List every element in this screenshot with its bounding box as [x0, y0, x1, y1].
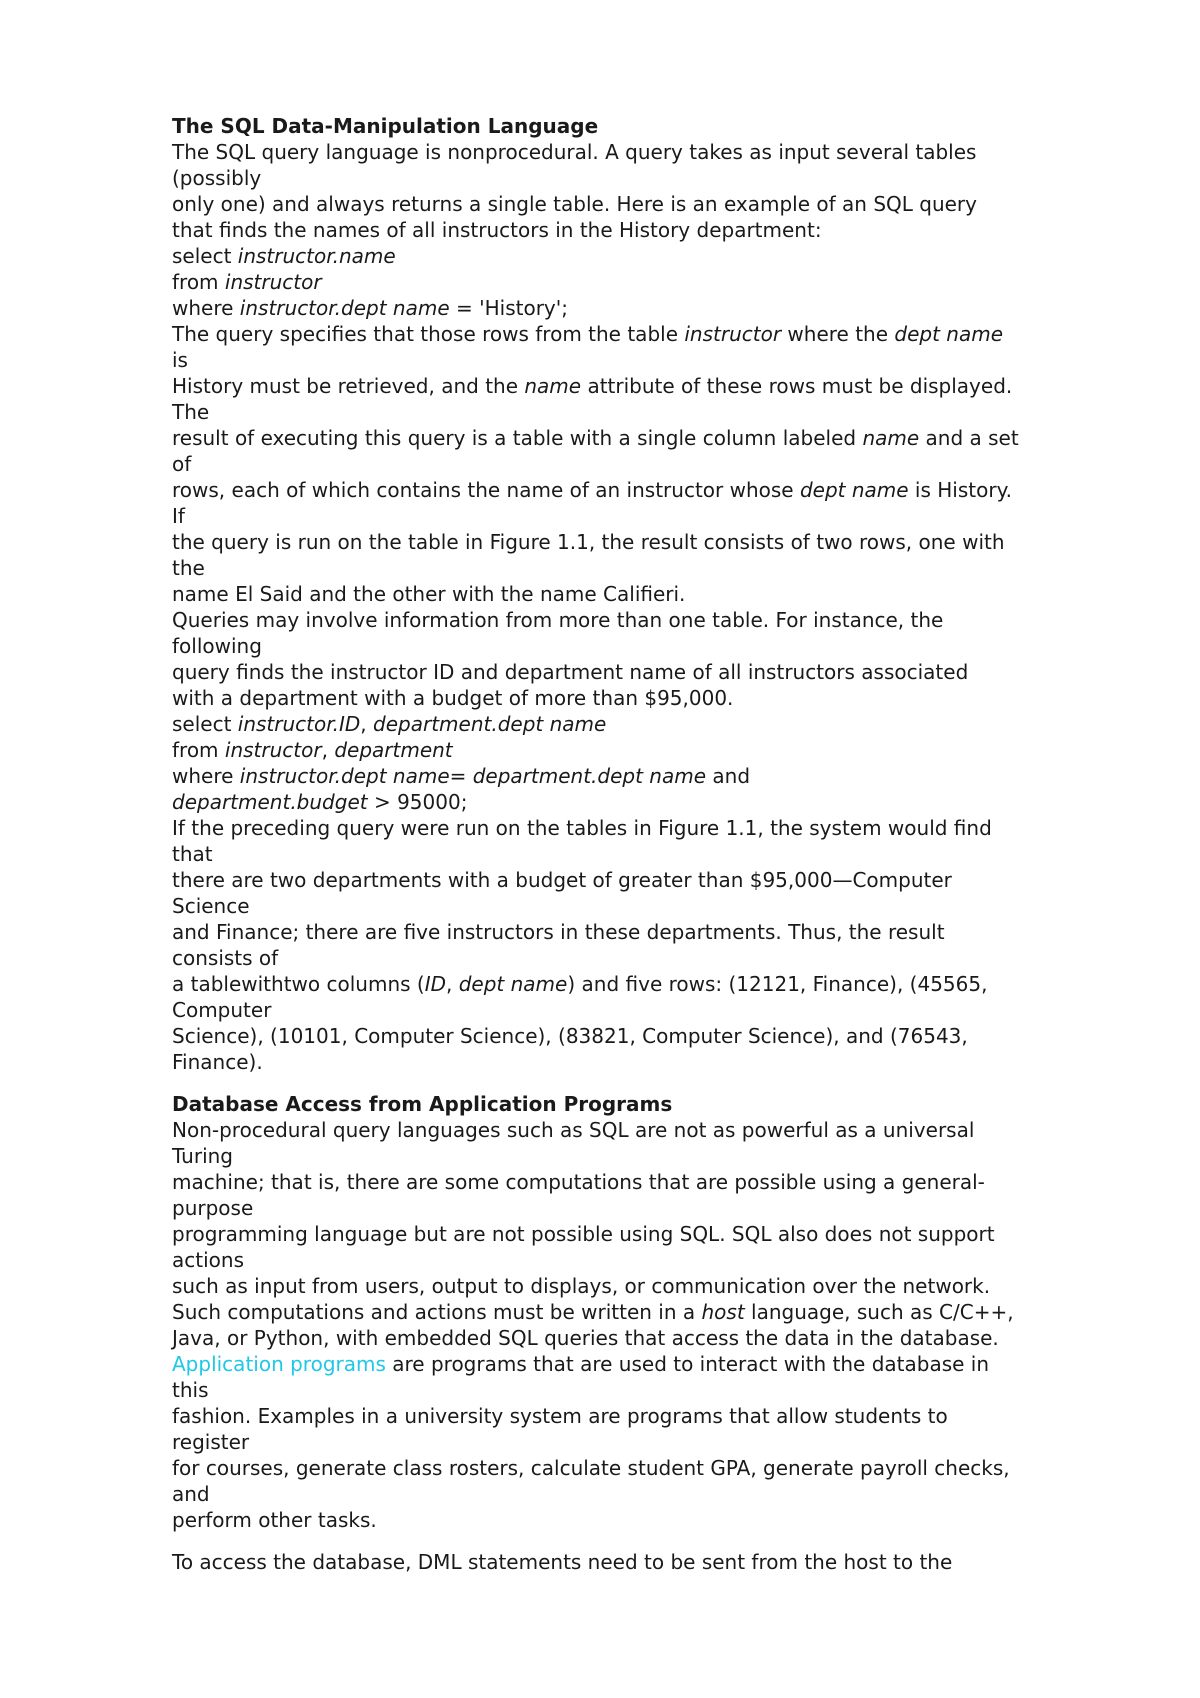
italic-text: name — [524, 374, 582, 398]
text-segment: History must be retrieved, and the — [172, 374, 525, 398]
italic-text: dept name — [458, 972, 568, 996]
text-segment: machine; that is, there are some computations that are possible using a general- — [172, 1170, 985, 1194]
text-line — [172, 1325, 1132, 1351]
text-segment: rows, each of which contains the name of an instructor whose — [172, 478, 800, 502]
italic-text: ID — [424, 972, 447, 996]
text-segment: (possibly — [172, 166, 262, 190]
paragraph-spacer — [172, 1075, 1132, 1091]
text-segment: programming language but are not possible using SQL. SQL also does not support — [172, 1222, 995, 1246]
text-segment: the query is run on the table in Figure 1.1, the result consists of two rows, one with — [172, 530, 1005, 554]
text-line — [172, 477, 1132, 503]
text-segment: name El Said and the other with the name Califieri. — [172, 582, 686, 606]
text-segment: Finance). — [172, 1050, 263, 1074]
text-line — [172, 685, 1132, 711]
text-segment: with a department with a budget of more than $95,000. — [172, 686, 734, 710]
text-line — [172, 1403, 1132, 1429]
text-segment: select — [172, 244, 238, 268]
text-line — [172, 841, 1132, 867]
text-segment: query finds the instructor ID and department name of all instructors associated — [172, 660, 969, 684]
text-line — [172, 971, 1132, 997]
text-segment: where — [172, 296, 240, 320]
text-line — [172, 1507, 1132, 1533]
text-segment: Such computations and actions must be written in a — [172, 1300, 702, 1324]
text-line — [172, 1481, 1132, 1507]
text-segment: consists of — [172, 946, 279, 970]
italic-text: instructor — [684, 322, 782, 346]
italic-text: host — [701, 1300, 745, 1324]
italic-text: instructor.dept name — [239, 296, 450, 320]
text-segment: and Finance; there are five instructors in these departments. Thus, the result — [172, 920, 945, 944]
text-segment: , — [321, 738, 335, 762]
text-line — [172, 269, 1132, 295]
text-line — [172, 165, 1132, 191]
text-line — [172, 503, 1132, 529]
text-line — [172, 997, 1132, 1023]
text-segment: from — [172, 270, 225, 294]
text-segment: , — [446, 972, 459, 996]
text-segment: register — [172, 1430, 250, 1454]
text-line — [172, 581, 1132, 607]
text-line — [172, 607, 1132, 633]
text-segment: Science), (10101, Computer Science), (83821, Computer Science), and (76543, — [172, 1024, 968, 1048]
text-line — [172, 295, 1132, 321]
text-segment: where the — [781, 322, 895, 346]
text-segment: the — [172, 556, 205, 580]
text-segment: purpose — [172, 1196, 254, 1220]
text-segment: If the preceding query were run on the tables in Figure 1.1, the system would find — [172, 816, 992, 840]
text-segment: attribute of these rows must be displayed. — [581, 374, 1013, 398]
text-segment: Turing — [172, 1144, 234, 1168]
text-line — [172, 347, 1132, 373]
text-segment: Java, or Python, with embedded SQL queries that access the data in the database. — [172, 1326, 999, 1350]
text-segment: and a set — [919, 426, 1019, 450]
text-line — [172, 1143, 1132, 1169]
text-line — [172, 139, 1132, 165]
text-line — [172, 1195, 1132, 1221]
text-line — [172, 763, 1132, 789]
text-segment: fashion. Examples in a university system are programs that allow students to — [172, 1404, 948, 1428]
text-segment: The SQL query language is nonprocedural. A query takes as input several tables — [172, 140, 977, 164]
text-line — [172, 1247, 1132, 1273]
italic-text: department — [334, 738, 453, 762]
text-segment: Non-procedural query languages such as SQL are not as powerful as a universal — [172, 1118, 975, 1142]
text-segment: result of executing this query is a table with a single column labeled — [172, 426, 863, 450]
text-line — [172, 789, 1132, 815]
text-line — [172, 633, 1132, 659]
text-segment: that — [172, 842, 213, 866]
text-line — [172, 555, 1132, 581]
closing-paragraph — [172, 1549, 1132, 1575]
text-line — [172, 1049, 1132, 1075]
text-segment: > 95000; — [367, 790, 468, 814]
text-line — [172, 1351, 1132, 1377]
italic-text: instructor.name — [237, 244, 396, 268]
text-line — [172, 399, 1132, 425]
text-segment: Queries may involve information from more than one table. For instance, the — [172, 608, 944, 632]
text-segment: is History. — [908, 478, 1012, 502]
text-segment: perform other tasks. — [172, 1508, 377, 1532]
text-segment: a tablewithtwo columns ( — [172, 972, 425, 996]
text-segment: there are two departments with a budget of greater than $95,000—Computer — [172, 868, 952, 892]
text-segment: following — [172, 634, 262, 658]
text-segment: actions — [172, 1248, 244, 1272]
italic-text: dept name — [799, 478, 909, 502]
text-segment: for courses, generate class rosters, calculate student GPA, generate payroll checks, — [172, 1456, 1010, 1480]
text-line — [172, 659, 1132, 685]
text-segment: The — [172, 400, 210, 424]
text-line — [172, 1221, 1132, 1247]
text-segment: that finds the names of all instructors in the History department: — [172, 218, 822, 242]
text-line — [172, 191, 1132, 217]
text-segment: To access the database, DML statements need to be sent from the host to the — [172, 1550, 953, 1574]
text-line — [172, 1273, 1132, 1299]
text-line — [172, 1377, 1132, 1403]
text-segment: and — [706, 764, 751, 788]
text-line — [172, 529, 1132, 555]
text-line — [172, 243, 1132, 269]
text-segment: such as input from users, output to displays, or communication over the network. — [172, 1274, 991, 1298]
application-programs-link[interactable]: Application programs — [172, 1352, 386, 1376]
text-line — [172, 737, 1132, 763]
text-line — [172, 321, 1132, 347]
italic-text: instructor — [224, 270, 322, 294]
text-segment: , — [360, 712, 374, 736]
text-segment: = 'History'; — [449, 296, 568, 320]
text-segment: language, such as C/C++, — [744, 1300, 1014, 1324]
text-segment: ) and five rows: (12121, Finance), (45565, — [567, 972, 988, 996]
italic-text: instructor — [224, 738, 322, 762]
text-segment: select — [172, 712, 238, 736]
italic-text: instructor.ID — [237, 712, 361, 736]
text-line — [172, 1455, 1132, 1481]
text-line — [172, 217, 1132, 243]
text-line — [172, 893, 1132, 919]
paragraph-spacer — [172, 1533, 1132, 1549]
text-line — [172, 1117, 1132, 1143]
text-line — [172, 1299, 1132, 1325]
text-segment: this — [172, 1378, 209, 1402]
document-page — [172, 113, 1132, 1575]
text-segment: from — [172, 738, 225, 762]
text-segment: Computer — [172, 998, 272, 1022]
section-heading-sql-dml: The SQL Data-Manipulation Language — [172, 114, 599, 138]
text-line — [172, 373, 1132, 399]
text-segment: The query specifies that those rows from the table — [172, 322, 685, 346]
text-line — [172, 425, 1132, 451]
section-heading-database-access: Database Access from Application Programs — [172, 1092, 673, 1116]
italic-text: department.budget — [172, 790, 368, 814]
text-segment: of — [172, 452, 192, 476]
text-segment: only one) and always returns a single table. Here is an example of an SQL query — [172, 192, 977, 216]
italic-text: dept name — [894, 322, 1004, 346]
text-line — [172, 711, 1132, 737]
text-line — [172, 867, 1132, 893]
text-segment: If — [172, 504, 185, 528]
italic-text: instructor.dept name= department.dept name — [239, 764, 707, 788]
text-segment: and — [172, 1482, 210, 1506]
text-segment: is — [172, 348, 188, 372]
section-body-database-access — [172, 1117, 1132, 1533]
text-line — [172, 945, 1132, 971]
text-line — [172, 919, 1132, 945]
text-line — [172, 1169, 1132, 1195]
text-line — [172, 1023, 1132, 1049]
section-body-sql-dml — [172, 139, 1132, 1075]
italic-text: name — [862, 426, 920, 450]
italic-text: department.dept name — [373, 712, 607, 736]
text-segment: Science — [172, 894, 250, 918]
text-segment: are programs that are used to interact with the database in — [385, 1352, 990, 1376]
text-line — [172, 1429, 1132, 1455]
text-line — [172, 1549, 1132, 1575]
text-line — [172, 815, 1132, 841]
text-segment: where — [172, 764, 240, 788]
text-line — [172, 451, 1132, 477]
